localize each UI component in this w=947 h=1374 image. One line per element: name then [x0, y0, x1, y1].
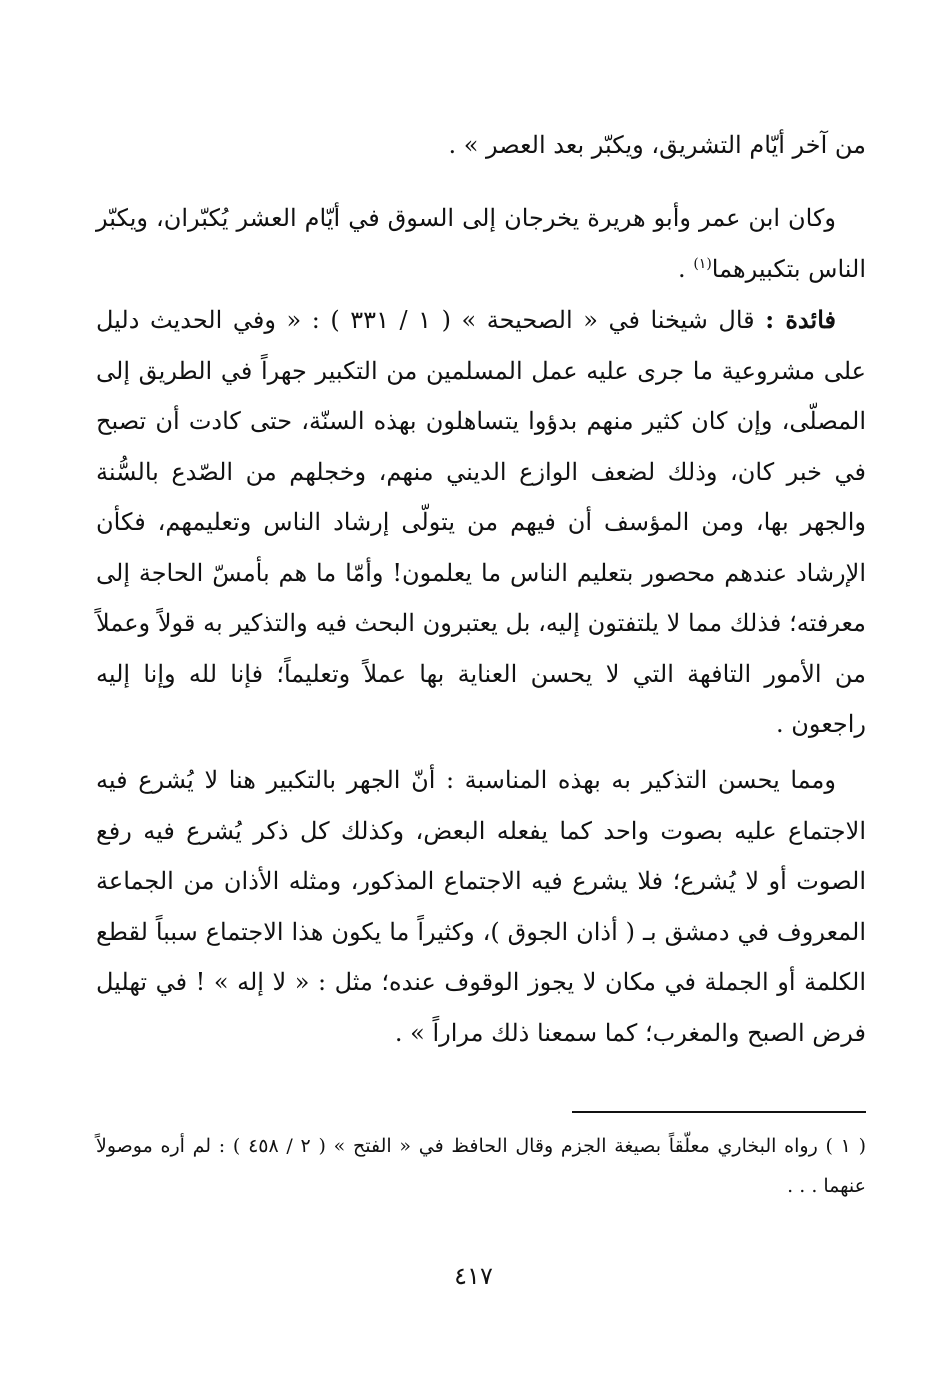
paragraph-ibn-umar — [96, 193, 866, 294]
paragraph-reminder — [96, 755, 866, 1058]
footnote — [96, 1126, 866, 1206]
paragraph-text: من آخر أيّام التشريق، ويكبّر بعد العصر » . — [448, 131, 866, 159]
footnote-divider — [572, 1111, 866, 1113]
paragraph-faidah — [96, 295, 866, 750]
paragraph-body — [96, 193, 866, 294]
faidah-label: فائدة : — [765, 305, 836, 334]
paragraph-text: ومما يحسن التذكير به بهذه المناسبة : أنّ الجهر بالتكبير هنا لا يُشرع فيه الاجتماع عليه بصوت واحد كما يفعله البعض، وكذلك كل ذكر يُشرع فيه رفع الصوت أو لا يُشرع؛ فلا يشرع فيه الاجتماع المذكور، ومثله الأذان من الجماعة المعروف في دمشق بـ ( أذان الجوق )، وكثيراً ما يكون هذا الاجتماع سبباً لقطع الكلمة أو الجملة في مكان لا يجوز الوقوف عنده؛ مثل : « لا إله » ! في تهليل فرض الصبح والمغرب؛ كما سمعنا ذلك مراراً » . — [96, 766, 866, 1047]
footnote-text: ( ١ ) رواه البخاري معلّقاً بصيغة الجزم وقال الحافظ في « الفتح » ( ٢ / ٤٥٨ ) : لم أره موصولاً عنهما . . . — [96, 1135, 866, 1197]
paragraph-body — [96, 295, 866, 750]
paragraph-continuation — [96, 120, 866, 171]
footnote-reference[interactable]: (١) — [693, 255, 712, 272]
paragraph-end: . — [678, 254, 694, 283]
paragraph-text: وكان ابن عمر وأبو هريرة يخرجان إلى السوق في أيّام العشر يُكبّران، ويكبّر الناس بتكبيرهما — [96, 204, 866, 283]
page-number: ٤١٧ — [454, 1262, 493, 1290]
paragraph-text: قال شيخنا في « الصحيحة » ( ١ / ٣٣١ ) : « وفي الحديث دليل على مشروعية ما جرى عليه عمل المسلمين من التكبير جهراً في الطريق إلى المصلّى، وإن كان كثير منهم بدؤوا يتساهلون بهذه السنّة، حتى كادت أن تصبح في خبر كان، وذلك لضعف الوازع الديني منهم، وخجلهم من الصّدع بالسُّنة والجهر بها، ومن المؤسف أن فيهم من يتولّى إرشاد الناس وتعليمهم، فكأن الإرشاد عندهم محصور بتعليم الناس ما يعلمون! وأمّا ما هم بأمسّ الحاجة إلى معرفته؛ فذلك مما لا يلتفتون إليه، بل يعتبرون البحث فيه والتذكير به قولاً وعملاً من الأمور التافهة التي لا يحسن العناية بها عملاً وتعليماً؛ فإنا لله وإنا إليه راجعون . — [96, 306, 866, 738]
